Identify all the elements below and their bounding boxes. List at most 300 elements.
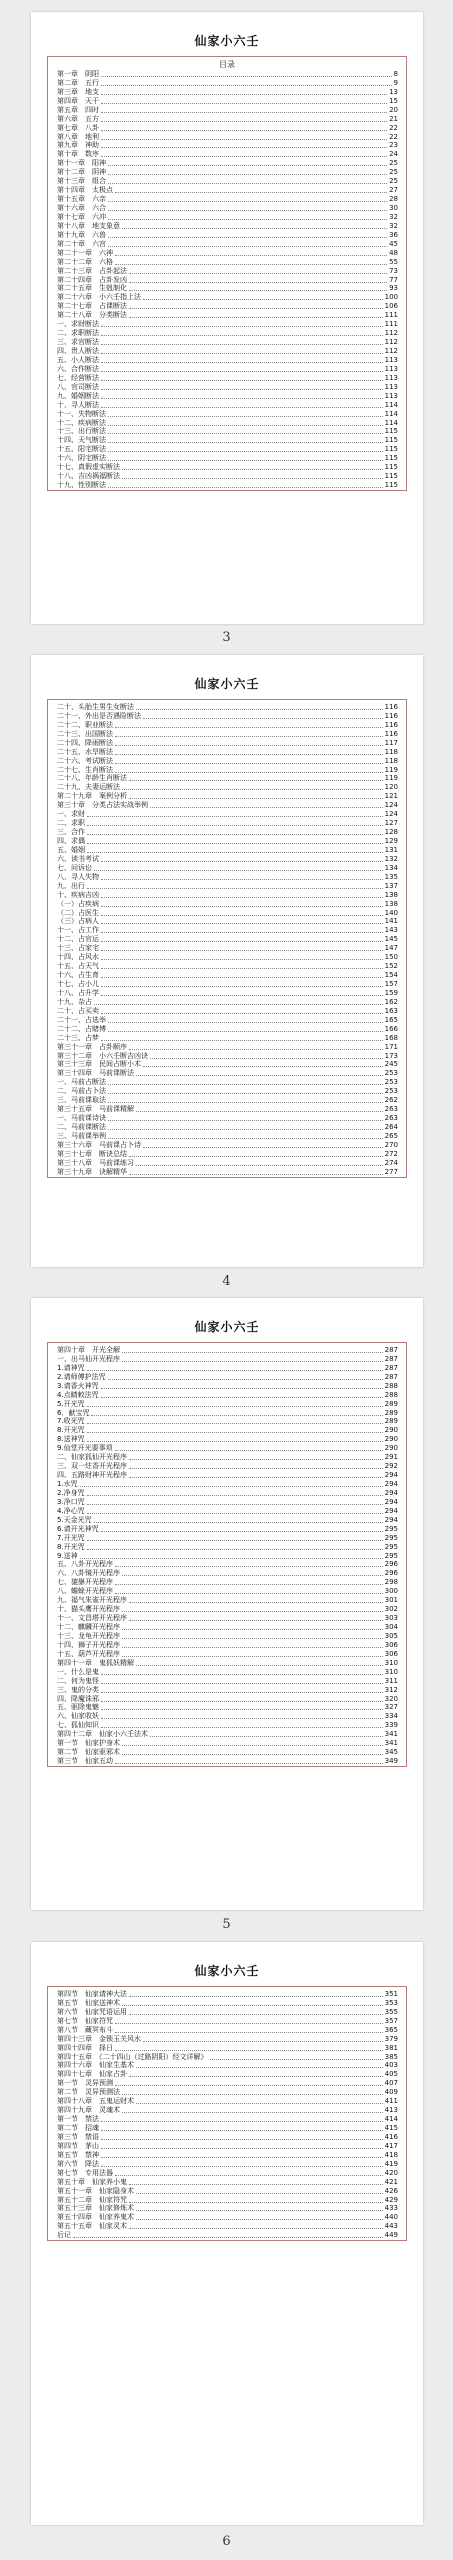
dot-leader <box>129 1468 383 1469</box>
toc-entry-title: 第六节 仙家咒语运用 <box>57 2007 127 2016</box>
dot-leader <box>101 103 387 104</box>
dot-leader <box>101 2139 383 2140</box>
toc-entry-title: 十九、杂占 <box>57 997 92 1006</box>
toc-entry <box>57 1346 398 1355</box>
toc-entry-page: 24 <box>389 150 398 159</box>
toc-entry-title: 3.请香火神咒 <box>57 1381 99 1390</box>
toc-entry-page: 295 <box>384 1524 398 1533</box>
toc-entry-page: 165 <box>384 1015 398 1024</box>
toc-entry-title: 1.水咒 <box>57 1480 78 1489</box>
dot-leader <box>101 1709 383 1710</box>
dot-leader <box>101 94 387 95</box>
toc-entry <box>57 1641 398 1650</box>
dot-leader <box>87 1495 383 1496</box>
toc-entry-title: 6．献宝咒 <box>57 1408 90 1417</box>
dot-leader <box>101 950 383 951</box>
dot-leader <box>136 709 383 710</box>
toc-entry-title: 二、何为鬼怪 <box>57 1676 99 1685</box>
dot-leader <box>129 308 383 309</box>
toc-entry <box>57 2115 398 2124</box>
toc-entry <box>57 882 398 891</box>
toc-entry-title: 十九、性别断法 <box>57 481 106 490</box>
toc-entry-page: 327 <box>384 1703 398 1712</box>
toc-entry <box>57 1453 398 1462</box>
dot-leader <box>108 1084 383 1085</box>
toc-entry <box>57 1168 398 1177</box>
toc-entry <box>57 2106 398 2115</box>
toc-entry-title: 第五十五章 仙家灵术 <box>57 2222 127 2231</box>
toc-entry <box>57 1159 398 1168</box>
toc-entry-title: （三）占病人 <box>57 917 99 926</box>
dot-leader <box>101 959 383 960</box>
toc-entry-title: 六、合作断法 <box>57 364 99 373</box>
toc-entry <box>57 2222 398 2231</box>
toc-entry-page: 138 <box>384 899 398 908</box>
toc-entry-page: 310 <box>384 1667 398 1676</box>
dot-leader <box>122 1629 383 1630</box>
document-page <box>31 1942 423 2525</box>
dot-leader <box>115 2023 383 2024</box>
toc-entry <box>57 481 398 490</box>
dot-leader <box>115 255 387 256</box>
toc-entry-title: 1.请神咒 <box>57 1363 85 1372</box>
toc-entry-title: 第四十九章 灵魂术 <box>57 2106 120 2115</box>
toc-entry <box>57 1043 398 1052</box>
toc-entry-title: 第七章 八卦 <box>57 123 99 132</box>
toc-entry <box>57 1087 398 1096</box>
toc-entry <box>57 891 398 900</box>
toc-entry <box>57 1489 398 1498</box>
toc-entry-title: 第十二章 阴神 <box>57 168 106 177</box>
toc-entry-title: 第四十五章 《二十四山（过路阴阳）经文详解》 <box>57 2052 208 2061</box>
toc-entry-title: 九、出行 <box>57 881 85 890</box>
toc-entry-title: 八、蟾蜍开光程序 <box>57 1587 113 1596</box>
dot-leader <box>115 1450 383 1451</box>
dot-leader <box>115 727 383 728</box>
toc-entry-title: 第二十六章 小六壬指上法 <box>57 293 141 302</box>
toc-entry <box>57 1623 398 1632</box>
toc-entry <box>57 846 398 855</box>
toc-entry-title: 六、读书考试 <box>57 854 99 863</box>
toc-entry-page: 296 <box>384 1569 398 1578</box>
toc-entry <box>57 1007 398 1016</box>
toc-entry-page: 351 <box>384 1989 398 1998</box>
toc-entry-page: 32 <box>389 221 398 230</box>
toc-entry-title: 第五十一章 仙家隐身术 <box>57 2186 134 2195</box>
dot-leader <box>115 763 383 764</box>
toc-entry-page: 304 <box>384 1623 398 1632</box>
dot-leader <box>129 1459 383 1460</box>
page-header-title: 仙家小六壬 <box>194 1320 260 1334</box>
toc-entry-title: 第二章 五行 <box>57 78 99 87</box>
toc-entry-page: 27 <box>389 186 398 195</box>
dot-leader <box>87 1549 383 1550</box>
toc-entry-page: 305 <box>384 1631 398 1640</box>
dot-leader <box>129 282 387 283</box>
toc-entry-title: 十四、天气断法 <box>57 436 106 445</box>
toc-entry-page: 55 <box>389 257 398 266</box>
dot-leader <box>108 425 383 426</box>
toc-entry <box>57 2142 398 2151</box>
toc-entry-page: 127 <box>384 819 398 828</box>
dot-leader <box>129 2184 383 2185</box>
toc-entry-page: 115 <box>384 454 398 463</box>
toc-entry-title: 第二节 仙家驱邪术 <box>57 1748 120 1757</box>
page-header-title: 仙家小六壬 <box>194 1964 260 1978</box>
toc-entry-title: 二十一、占选举 <box>57 1015 106 1024</box>
toc-entry-page: 341 <box>384 1739 398 1748</box>
dot-leader <box>87 1504 383 1505</box>
dot-leader <box>108 210 387 211</box>
toc-entry-title: 第三十四章 马前课断法 <box>57 1069 134 1078</box>
toc-entry <box>57 810 398 819</box>
toc-entry-title: 二十三、出国断法 <box>57 729 113 738</box>
toc-entry <box>57 428 398 437</box>
dot-leader <box>101 112 387 113</box>
toc-entry <box>57 801 398 810</box>
toc-entry <box>57 1632 398 1641</box>
toc-entry-page: 106 <box>384 302 398 311</box>
toc-entry-page: 405 <box>384 2070 398 2079</box>
toc-entry-title: 第三节 禁语 <box>57 2132 99 2141</box>
toc-entry-page: 443 <box>384 2222 398 2231</box>
toc-entry-page: 264 <box>384 1123 398 1132</box>
dot-leader <box>101 121 387 122</box>
toc-entry-page: 291 <box>384 1453 398 1462</box>
toc-entry-title: 第三十八章 马前课练习 <box>57 1158 134 1167</box>
toc-entry-title: 第二节 灵异预测法 <box>57 2088 120 2097</box>
toc-entry-page: 440 <box>384 2213 398 2222</box>
dot-leader <box>101 897 383 898</box>
toc-entry <box>57 374 398 383</box>
toc-entry-title: 4.点睛敕法咒 <box>57 1390 99 1399</box>
dot-leader <box>150 1736 383 1737</box>
toc-entry-title: 7.开光咒 <box>57 1533 85 1542</box>
toc-entry <box>57 1578 398 1587</box>
toc-entry <box>57 1400 398 1409</box>
toc-entry-title: 第十章 数序 <box>57 150 99 159</box>
toc-entry-title: 三、鬼的分类 <box>57 1685 99 1694</box>
toc-entry <box>57 1739 398 1748</box>
toc-entry-title: 第七节 仙家符咒 <box>57 2016 113 2025</box>
toc-frame <box>47 56 407 491</box>
toc-entry-title: 5.天金光咒 <box>57 1515 92 1524</box>
toc-entry-page: 407 <box>384 2079 398 2088</box>
toc-entry <box>57 962 398 971</box>
dot-leader <box>94 1522 383 1523</box>
toc-frame <box>47 699 407 1178</box>
toc-entry <box>57 338 398 347</box>
toc-entry <box>57 401 398 410</box>
dot-leader <box>122 469 383 470</box>
dot-leader <box>87 852 383 853</box>
toc-entry-title: 第二十一章 六神 <box>57 248 113 257</box>
toc-entry <box>57 311 398 320</box>
dot-leader <box>129 2014 383 2015</box>
toc-entry-page: 294 <box>384 1506 398 1515</box>
dot-leader <box>108 442 383 443</box>
toc-entry <box>57 944 398 953</box>
toc-entry <box>57 168 398 177</box>
toc-entry-title: 9.仙堂开光要事项 <box>57 1444 113 1453</box>
dot-leader <box>108 1022 383 1023</box>
toc-entry-page: 138 <box>384 890 398 899</box>
toc-entry-title: 第三十九章 诀解精华 <box>57 1167 127 1176</box>
document-page <box>31 655 423 1267</box>
toc-entry <box>57 2079 398 2088</box>
toc-entry-title: 5.开光咒 <box>57 1399 85 1408</box>
toc-entry-title: 第五十三章 仙家修炼术 <box>57 2204 134 2213</box>
toc-entry <box>57 142 398 151</box>
dot-leader <box>87 1513 383 1514</box>
dot-leader <box>122 1647 383 1648</box>
toc-entry-title: 四、求偶 <box>57 837 85 846</box>
dot-leader <box>115 772 383 773</box>
toc-entry-title: 十三、龙龟开光程序 <box>57 1631 120 1640</box>
toc-entry-title: 2.净身咒 <box>57 1488 85 1497</box>
toc-entry-page: 93 <box>389 284 398 293</box>
toc-entry-page: 294 <box>384 1480 398 1489</box>
toc-entry-title: 第二十九章 案例分析 <box>57 792 127 801</box>
toc-entry-page: 312 <box>384 1685 398 1694</box>
toc-entry-title: 4.净心咒 <box>57 1506 85 1515</box>
toc-list <box>48 1987 406 2240</box>
toc-entry <box>57 1373 398 1382</box>
toc-entry-page: 143 <box>384 926 398 935</box>
toc-entry-title: 十七、占小儿 <box>57 980 99 989</box>
toc-entry <box>57 1677 398 1686</box>
toc-entry-page: 162 <box>384 997 398 1006</box>
toc-entry-page: 115 <box>384 463 398 472</box>
toc-entry-title: 十、寻人断法 <box>57 400 99 409</box>
toc-entry <box>57 1712 398 1721</box>
toc-entry-title: 十五、阳宅断法 <box>57 445 106 454</box>
toc-entry-title: 十三、出行断法 <box>57 427 106 436</box>
toc-entry <box>57 1364 398 1373</box>
toc-entry-page: 287 <box>384 1354 398 1363</box>
toc-entry <box>57 953 398 962</box>
toc-entry <box>57 419 398 428</box>
toc-entry-title: 十六、占生育 <box>57 971 99 980</box>
dot-leader <box>87 1370 383 1371</box>
toc-entry <box>57 1525 398 1534</box>
toc-entry <box>57 918 398 927</box>
dot-leader <box>136 2103 383 2104</box>
toc-entry-title: 第二十章 六宫 <box>57 239 106 248</box>
toc-entry-page: 294 <box>384 1515 398 1524</box>
toc-entry-page: 115 <box>384 436 398 445</box>
toc-entry-page: 414 <box>384 2115 398 2124</box>
toc-entry-page: 295 <box>384 1542 398 1551</box>
toc-entry <box>57 1391 398 1400</box>
toc-entry-page: 159 <box>384 988 398 997</box>
dot-leader <box>122 2112 383 2113</box>
toc-entry-page: 140 <box>384 908 398 917</box>
toc-entry-title: 第一节 禁法 <box>57 2115 99 2124</box>
dot-leader <box>129 1156 383 1157</box>
toc-entry-page: 298 <box>384 1578 398 1587</box>
toc-entry-page: 21 <box>389 114 398 123</box>
toc-entry <box>57 2026 398 2035</box>
dot-leader <box>101 1718 383 1719</box>
dot-leader <box>122 1361 383 1362</box>
toc-entry-page: 295 <box>384 1551 398 1560</box>
toc-entry-title: 十五、占天气 <box>57 962 99 971</box>
toc-entry-page: 23 <box>389 141 398 150</box>
dot-leader <box>129 273 387 274</box>
dot-leader <box>122 1656 383 1657</box>
toc-entry-title: 第五节 仙家送神术 <box>57 1998 120 2007</box>
toc-entry-page: 116 <box>384 702 398 711</box>
toc-entry-page: 253 <box>384 1078 398 1087</box>
dot-leader <box>143 299 383 300</box>
toc-entry-title: 九、福气朱雀开光程序 <box>57 1596 127 1605</box>
toc-entry-page: 112 <box>384 329 398 338</box>
toc-entry <box>57 1096 398 1105</box>
toc-entry-page: 287 <box>384 1345 398 1354</box>
toc-entry-page: 262 <box>384 1096 398 1105</box>
toc-entry-page: 173 <box>384 1051 398 1060</box>
toc-entry-title: 二、马前占卜法 <box>57 1087 106 1096</box>
toc-entry-page: 290 <box>384 1444 398 1453</box>
toc-list <box>48 1343 406 1766</box>
toc-entry-title: 第四节 仙家请神大法 <box>57 1989 127 1998</box>
toc-entry-page: 289 <box>384 1399 398 1408</box>
dot-leader <box>94 1004 383 1005</box>
toc-entry-title: 第四十六章 仙家生基术 <box>57 2061 134 2070</box>
toc-entry-page: 433 <box>384 2204 398 2213</box>
toc-entry-page: 128 <box>384 828 398 837</box>
dot-leader <box>101 932 383 933</box>
toc-entry <box>57 748 398 757</box>
toc-entry <box>57 1668 398 1677</box>
toc-entry-page: 135 <box>384 872 398 881</box>
toc-entry-title: 五、八卦开光程序 <box>57 1560 113 1569</box>
page-number: 6 <box>222 2534 231 2549</box>
toc-entry <box>57 819 398 828</box>
toc-entry-title: 七、貔貅开光程序 <box>57 1578 113 1587</box>
toc-entry-title: 十八、占升学 <box>57 988 99 997</box>
toc-entry-page: 25 <box>389 177 398 186</box>
toc-entry-page: 48 <box>389 248 398 257</box>
dot-leader <box>87 843 383 844</box>
toc-entry-title: 二十二、占赌博 <box>57 1024 106 1033</box>
toc-entry-page: 30 <box>389 204 398 213</box>
toc-entry-page: 420 <box>384 2168 398 2177</box>
toc-entry-page: 20 <box>389 105 398 114</box>
toc-entry-title: 第四十章 开光全解 <box>57 1345 120 1354</box>
dot-leader <box>108 416 383 417</box>
toc-entry-title: 第三十六章 马前课占卜诗 <box>57 1140 141 1149</box>
toc-entry <box>57 1141 398 1150</box>
toc-entry-page: 113 <box>384 355 398 364</box>
toc-entry-page: 263 <box>384 1105 398 1114</box>
toc-entry-title: 十一、占工作 <box>57 926 99 935</box>
toc-entry-page: 25 <box>389 168 398 177</box>
toc-entry-title: 二、求职断法 <box>57 329 99 338</box>
toc-entry <box>57 1596 398 1605</box>
dot-leader <box>101 2130 383 2131</box>
toc-entry-title: 第五章 四时 <box>57 105 99 114</box>
toc-entry-title: 第二十三章 占卦起法 <box>57 266 127 275</box>
toc-entry <box>57 1426 398 1435</box>
toc-entry-title: 十一、文昌塔开光程序 <box>57 1614 127 1623</box>
toc-entry-title: 后记 <box>57 2231 71 2240</box>
toc-entry <box>57 410 398 419</box>
toc-entry-title: 第一节 灵异预测 <box>57 2079 113 2088</box>
dot-leader <box>129 1174 383 1175</box>
dot-leader <box>129 780 383 781</box>
toc-entry <box>57 703 398 712</box>
toc-entry-page: 118 <box>384 756 398 765</box>
toc-entry-page: 118 <box>384 747 398 756</box>
toc-entry-page: 385 <box>384 2052 398 2061</box>
toc-entry-title: 二十三、占梦 <box>57 1033 99 1042</box>
toc-entry-title: 第八节 藏冥布斗 <box>57 2025 113 2034</box>
toc-entry-page: 111 <box>384 311 398 320</box>
toc-entry <box>57 70 398 79</box>
toc-entry-page: 25 <box>389 159 398 168</box>
toc-entry <box>57 1757 398 1766</box>
dot-leader <box>101 1397 383 1398</box>
toc-entry <box>57 2231 398 2240</box>
toc-entry-title: 四、五路财神开光程序 <box>57 1471 127 1480</box>
toc-entry <box>57 436 398 445</box>
toc-entry-title: 七、狐仙知识 <box>57 1721 99 1730</box>
toc-entry-title: 十三、占家宅 <box>57 944 99 953</box>
toc-entry <box>57 757 398 766</box>
toc-entry-title: 第三十三章 民间占断小术 <box>57 1060 141 1069</box>
toc-entry-title: 第九章 神助 <box>57 141 99 150</box>
toc-entry <box>57 1409 398 1418</box>
dot-leader <box>101 977 383 978</box>
dot-leader <box>122 228 387 229</box>
dot-leader <box>108 1031 383 1032</box>
toc-frame <box>47 1986 407 2241</box>
dot-leader <box>87 816 383 817</box>
toc-entry-page: 113 <box>384 364 398 373</box>
toc-entry-title: 第三十一章 占卦顺序 <box>57 1042 127 1051</box>
toc-entry <box>57 204 398 213</box>
toc-entry <box>57 124 398 133</box>
toc-entry-page: 290 <box>384 1435 398 1444</box>
toc-entry-page: 112 <box>384 338 398 347</box>
toc-entry-page: 349 <box>384 1757 398 1766</box>
dot-leader <box>101 968 383 969</box>
toc-entry-title: 二、求职 <box>57 819 85 828</box>
toc-entry-page: 295 <box>384 1533 398 1542</box>
toc-entry-page: 306 <box>384 1649 398 1658</box>
toc-entry-page: 145 <box>384 935 398 944</box>
toc-entry-title: 第八章 地利 <box>57 132 99 141</box>
dot-leader <box>143 718 383 719</box>
toc-entry-title: 八、官司断法 <box>57 382 99 391</box>
toc-entry-title: 6.请开光神咒 <box>57 1524 99 1533</box>
toc-entry-page: 166 <box>384 1024 398 1033</box>
dot-leader <box>115 1593 383 1594</box>
toc-entry-page: 421 <box>384 2177 398 2186</box>
toc-entry-title: 第三节 仙家五动 <box>57 1757 113 1766</box>
toc-entry <box>57 347 398 356</box>
toc-entry-page: 119 <box>384 774 398 783</box>
toc-entry-title: 十、疾病吉凶 <box>57 890 99 899</box>
toc-entry-page: 301 <box>384 1596 398 1605</box>
dot-leader <box>150 1058 383 1059</box>
toc-entry-title: 第二十八章 分类断法 <box>57 311 127 320</box>
toc-entry-page: 274 <box>384 1158 398 1167</box>
dot-leader <box>101 85 392 86</box>
dot-leader <box>108 1138 383 1139</box>
